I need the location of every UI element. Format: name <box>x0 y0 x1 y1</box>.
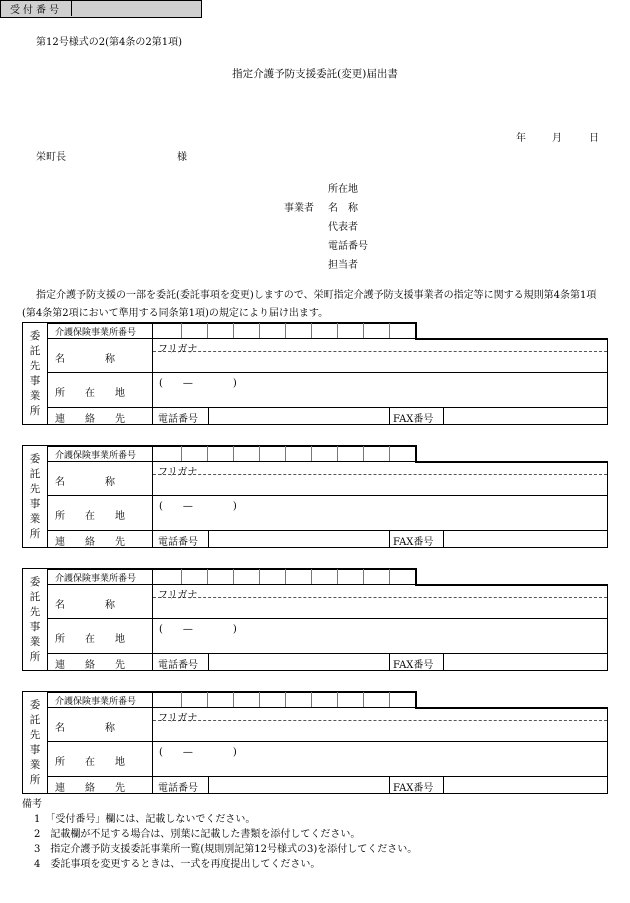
applicant-group-label: 事業者 <box>284 203 314 214</box>
honorific: 様 <box>177 152 187 163</box>
insurance-no-field[interactable] <box>182 692 414 707</box>
year-label: 年 <box>516 133 526 144</box>
note-item: 4 委託事項を変更するときは、一式を再度提出してください。 <box>34 859 321 870</box>
phone-field[interactable] <box>209 654 389 669</box>
side-char: 所 <box>29 650 41 663</box>
fax-label: FAX番号 <box>393 783 434 794</box>
postal-code-placeholder: ( — ) <box>159 378 237 389</box>
fax-label: FAX番号 <box>393 660 434 671</box>
side-char: 託 <box>29 467 41 480</box>
side-char: 事 <box>29 743 41 756</box>
note-item: 2 記載欄が不足する場合は、別葉に記載した書類を添付してください。 <box>34 829 361 840</box>
side-char: 業 <box>29 758 41 771</box>
fax-label: FAX番号 <box>393 537 434 548</box>
address-label: 所 在 地 <box>55 388 125 399</box>
insurance-no-field[interactable] <box>182 446 414 461</box>
contact-label: 連 絡 先 <box>55 783 125 794</box>
phone-label: 電話番号 <box>158 783 198 794</box>
address-label: 所 在 地 <box>55 511 125 522</box>
phone-label: 電話番号 <box>158 414 198 425</box>
addressee: 栄町長 <box>36 152 66 163</box>
side-char: 委 <box>29 452 41 465</box>
notes-heading: 備考 <box>22 799 42 810</box>
insurance-no-label: 介護保険事業所番号 <box>55 328 137 338</box>
note-item: 3 指定介護予防支援委託事業所一覧(規則別記第12号様式の3)を添付してください。 <box>34 844 418 855</box>
page-title: 指定介護予防支援委託(変更)届出書 <box>232 68 398 80</box>
month-label: 月 <box>552 133 562 144</box>
side-char: 先 <box>29 605 41 618</box>
insurance-no-field[interactable] <box>182 323 414 338</box>
side-char: 事 <box>29 374 41 387</box>
insurance-no-label: 介護保険事業所番号 <box>55 697 137 707</box>
address-field[interactable] <box>153 496 606 530</box>
side-char: 業 <box>29 389 41 402</box>
name-label: 名 称 <box>55 600 115 611</box>
applicant-address-label: 所在地 <box>328 184 358 195</box>
contractor-block <box>22 445 608 548</box>
phone-label: 電話番号 <box>158 660 198 671</box>
notes-section <box>22 797 417 872</box>
insurance-no-label: 介護保険事業所番号 <box>55 451 137 461</box>
address-label: 所 在 地 <box>55 634 125 645</box>
side-char: 業 <box>29 635 41 648</box>
contractor-side-label <box>22 568 48 671</box>
contact-label: 連 絡 先 <box>55 660 125 671</box>
postal-code-placeholder: ( — ) <box>159 624 237 635</box>
address-field[interactable] <box>153 742 606 776</box>
furigana-label: フリガナ <box>158 590 198 601</box>
form-number: 第12号様式の2(第4条の2第1項) <box>36 37 182 48</box>
address-field[interactable] <box>153 373 606 407</box>
furigana-label: フリガナ <box>158 344 198 355</box>
side-char: 委 <box>29 329 41 342</box>
side-char: 託 <box>29 344 41 357</box>
contractor-side-label <box>22 691 48 794</box>
name-field[interactable] <box>153 721 606 741</box>
side-char: 事 <box>29 497 41 510</box>
side-char: 委 <box>29 698 41 711</box>
applicant-phone-label: 電話番号 <box>328 241 368 252</box>
fax-field[interactable] <box>444 531 606 546</box>
phone-field[interactable] <box>209 777 389 792</box>
name-label: 名 称 <box>55 723 115 734</box>
address-field[interactable] <box>153 619 606 653</box>
side-char: 所 <box>29 404 41 417</box>
side-char: 事 <box>29 620 41 633</box>
side-char: 先 <box>29 482 41 495</box>
side-char: 所 <box>29 527 41 540</box>
receipt-number-box <box>0 0 202 18</box>
fax-label: FAX番号 <box>393 414 434 425</box>
side-char: 委 <box>29 575 41 588</box>
contractor-block <box>22 322 608 425</box>
note-item: 1 「受付番号」欄には、記載しないでください。 <box>34 814 256 825</box>
contact-label: 連 絡 先 <box>55 537 125 548</box>
name-field[interactable] <box>153 475 606 495</box>
furigana-label: フリガナ <box>158 467 198 478</box>
insurance-no-field[interactable] <box>182 569 414 584</box>
contact-label: 連 絡 先 <box>55 414 125 425</box>
applicant-name-label: 名 称 <box>328 203 358 214</box>
name-label: 名 称 <box>55 477 115 488</box>
postal-code-placeholder: ( — ) <box>159 747 237 758</box>
contractor-block <box>22 691 608 794</box>
contractor-side-label <box>22 445 48 548</box>
name-field[interactable] <box>153 598 606 618</box>
furigana-label: フリガナ <box>158 713 198 724</box>
applicant-representative-label: 代表者 <box>328 222 358 233</box>
fax-field[interactable] <box>444 777 606 792</box>
insurance-no-label: 介護保険事業所番号 <box>55 574 137 584</box>
fax-field[interactable] <box>444 654 606 669</box>
day-label: 日 <box>589 133 599 144</box>
side-char: 先 <box>29 359 41 372</box>
applicant-contact-person-label: 担当者 <box>328 260 358 271</box>
side-char: 託 <box>29 713 41 726</box>
postal-code-placeholder: ( — ) <box>159 501 237 512</box>
contractor-block <box>22 568 608 671</box>
name-label: 名 称 <box>55 354 115 365</box>
side-char: 託 <box>29 590 41 603</box>
name-field[interactable] <box>153 352 606 372</box>
receipt-number-label: 受付番号 <box>1 1 72 16</box>
phone-label: 電話番号 <box>158 537 198 548</box>
intro-text: 指定介護予防支援の一部を委託(委託事項を変更)しますので、栄町指定介護予防支援事業者の指定等に関する規則第4条第1項(第4条第2項において準用する同条第1項)の規定により届け出ます。 <box>22 290 597 319</box>
side-char: 所 <box>29 773 41 786</box>
side-char: 先 <box>29 728 41 741</box>
contractor-side-label <box>22 322 48 425</box>
phone-field[interactable] <box>209 408 389 423</box>
fax-field[interactable] <box>444 408 606 423</box>
address-label: 所 在 地 <box>55 757 125 768</box>
side-char: 業 <box>29 512 41 525</box>
phone-field[interactable] <box>209 531 389 546</box>
